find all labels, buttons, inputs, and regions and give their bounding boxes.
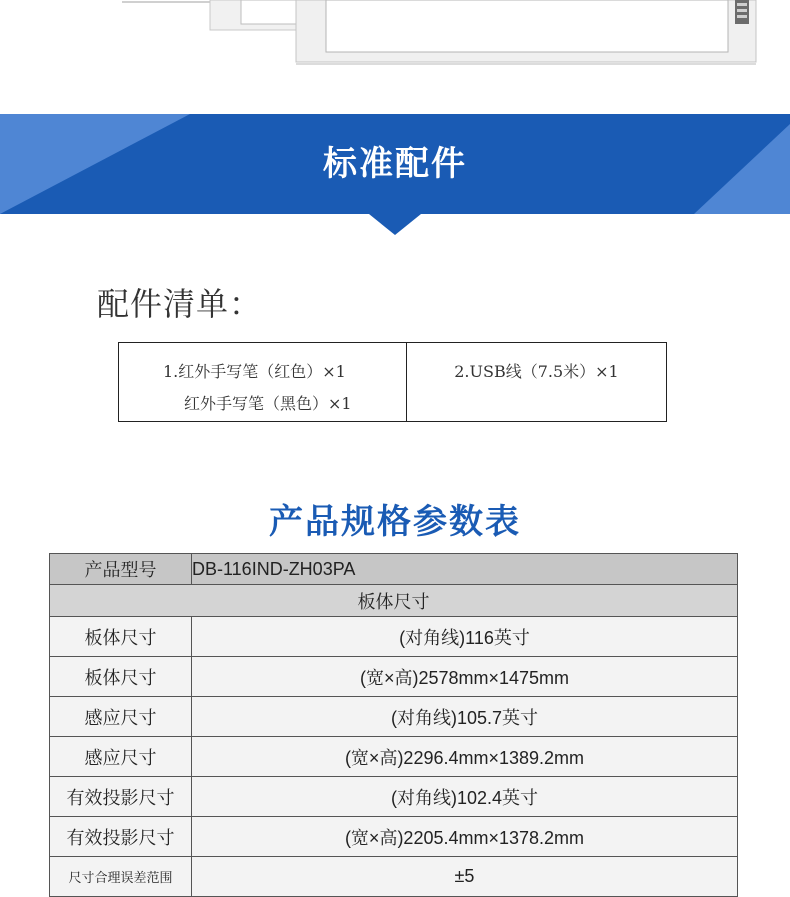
table-row xyxy=(50,817,738,857)
section-banner xyxy=(0,114,790,214)
row-label: 尺寸合理误差范围 xyxy=(50,857,192,897)
spec-table xyxy=(49,553,738,897)
row-label: 感应尺寸 xyxy=(50,737,192,777)
row-value: (宽×高)2205.4mm×1378.2mm xyxy=(192,817,738,857)
table-row xyxy=(50,777,738,817)
row-value: (宽×高)2578mm×1475mm xyxy=(192,657,738,697)
table-row xyxy=(50,657,738,697)
row-label: 感应尺寸 xyxy=(50,697,192,737)
section-header: 板体尺寸 xyxy=(50,585,738,617)
table-row-model xyxy=(50,554,738,585)
accessories-cell-usb xyxy=(407,343,666,421)
product-image xyxy=(0,0,790,70)
banner-title: 标准配件 xyxy=(323,145,467,183)
accessories-table xyxy=(118,342,667,422)
table-row-section xyxy=(50,585,738,617)
row-label: 板体尺寸 xyxy=(50,617,192,657)
row-value: (对角线)116英寸 xyxy=(192,617,738,657)
row-label: 板体尺寸 xyxy=(50,657,192,697)
table-row xyxy=(50,617,738,657)
spec-table-title: 产品规格参数表 xyxy=(269,503,521,541)
table-row xyxy=(50,737,738,777)
row-value: (对角线)102.4英寸 xyxy=(192,777,738,817)
model-value: DB-116IND-ZH03PA xyxy=(192,554,738,585)
row-label: 有效投影尺寸 xyxy=(50,777,192,817)
row-value: (对角线)105.7英寸 xyxy=(192,697,738,737)
row-value: (宽×高)2296.4mm×1389.2mm xyxy=(192,737,738,777)
accessory-item: 红外手写笔（黑色）×1 xyxy=(184,394,352,413)
accessory-item: 1.红外手写笔（红色）×1 xyxy=(163,362,346,381)
table-row xyxy=(50,697,738,737)
accessory-item: 2.USB线（7.5米）×1 xyxy=(454,362,619,381)
banner-arrow-icon xyxy=(369,214,421,235)
model-label: 产品型号 xyxy=(50,554,192,585)
accessories-heading: 配件清单： xyxy=(97,286,263,322)
row-value: ±5 xyxy=(192,857,738,897)
row-label: 有效投影尺寸 xyxy=(50,817,192,857)
table-row xyxy=(50,857,738,897)
accessories-cell-pens xyxy=(119,343,407,421)
